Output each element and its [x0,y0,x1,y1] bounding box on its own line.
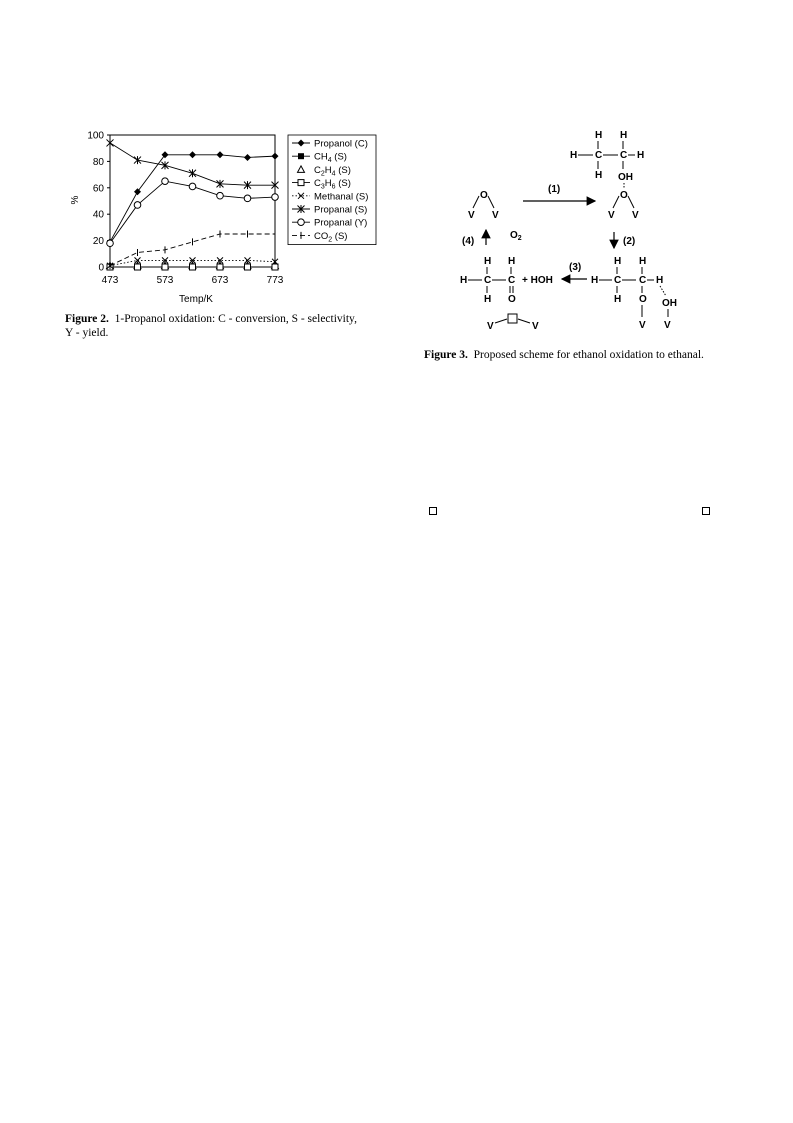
data-point-propanal-s [189,169,196,177]
series-c3h6-s [107,264,278,270]
svg-text:H: H [484,256,492,267]
series-propanal-y [107,178,279,247]
svg-text:O: O [480,190,488,201]
svg-text:V: V [492,210,499,221]
small-square-left [429,507,437,515]
x-tick-label: 573 [156,275,174,286]
ethanol-adsorbed-molecule [570,130,644,221]
svg-text:H: H [570,150,578,161]
figure-2-caption-text-1: 1-Propanol oxidation: C - conversion, S - selectivity, [114,313,357,325]
legend-label: $CH_4$ (S) [314,151,347,165]
x-tick-label: 473 [101,275,119,286]
data-point-propanal-y [272,194,279,201]
data-point-propanal-y [244,195,251,202]
data-point-propanal-y [162,178,169,185]
svg-text:+ HOH: + HOH [522,275,553,286]
svg-text:H: H [595,130,603,141]
svg-text:H: H [484,294,492,305]
svg-text:V: V [608,210,615,221]
data-point-propanal-y [134,202,141,209]
svg-text:OH: OH [662,298,677,309]
svg-text:C: C [484,275,492,286]
data-point-propanol-c [189,151,196,158]
step-1-label: (1) [548,184,561,195]
figure-3-caption-label: Figure 3. [424,349,468,361]
data-point-c3h6-s [245,264,251,270]
legend-label: $C_2H_4$ (S) [314,164,351,178]
svg-text:O: O [620,190,628,201]
svg-text:H: H [595,170,603,181]
data-point-propanol-c [244,154,251,161]
svg-text:H: H [656,275,664,286]
intermediate-molecule [591,256,677,331]
svg-text:C: C [595,150,603,161]
svg-text:H: H [637,150,645,161]
figure-2-caption-label: Figure 2. [65,313,109,325]
data-point-propanol-c [272,153,279,160]
data-point-propanal-s [134,156,141,164]
svg-text:H: H [614,294,622,305]
data-point-propanol-c [162,151,169,158]
data-point-c3h6-s [190,264,196,270]
svg-text:O: O [639,294,647,305]
figure-2-caption-text-2: Y - yield. [65,327,109,339]
y-tick-label: 60 [92,183,104,195]
legend-label: Methanal (S) [314,191,369,203]
x-tick-label: 673 [211,275,229,286]
data-point-propanal-s [162,161,169,169]
legend-label: $C_3H_6$ (S) [314,178,351,191]
series-line-propanal-s [110,143,275,185]
legend-label: Propanal (S) [314,204,368,216]
svg-text:H: H [460,275,468,286]
oxygen-label: $O_2$ [510,230,522,242]
svg-text:H: H [614,256,622,267]
legend-marker [298,180,304,186]
y-tick-label: 80 [92,156,104,168]
svg-text:C: C [508,275,516,286]
svg-text:H: H [591,275,599,286]
y-tick-label: 0 [98,262,104,274]
figure-3-caption [424,348,784,362]
data-point-propanal-y [189,183,196,190]
svg-text:V: V [487,321,494,332]
data-point-propanal-s [107,139,114,147]
series-propanal-s [107,139,279,189]
ethanal-product [460,256,553,305]
data-point-c3h6-s [162,264,168,270]
svg-text:V: V [639,320,646,331]
svg-text:OH: OH [618,172,633,183]
step-2-label: (2) [623,236,636,247]
legend-label: $CO_2$ (S) [314,230,348,244]
data-point-c3h6-s [135,264,141,270]
x-tick-label: 773 [266,275,284,286]
svg-text:O: O [508,294,516,305]
svg-text:V: V [664,320,671,331]
y-axis-label: % [70,195,81,205]
data-point-c3h6-s [272,264,278,270]
svg-text:H: H [508,256,516,267]
ethanol-oxidation-scheme [450,120,750,345]
svg-text:V: V [632,210,639,221]
data-point-propanal-y [107,240,114,247]
legend-label: Propanal (Y) [314,217,368,229]
data-point-propanal-y [217,192,224,199]
figure-3-caption-text: Proposed scheme for ethanol oxidation to ethanal. [473,349,704,361]
svg-text:V: V [532,321,539,332]
step-3-label: (3) [569,262,582,273]
step-4-label: (4) [462,236,475,247]
y-tick-label: 40 [92,209,104,221]
svg-text:C: C [620,150,628,161]
y-tick-label: 100 [87,130,104,142]
data-point-c3h6-s [217,264,223,270]
vanadium-oxo-site [468,190,499,221]
svg-text:C: C [639,275,647,286]
small-square-right [702,507,710,515]
legend-label: Propanol (C) [314,138,368,150]
vacancy-site [487,314,539,332]
svg-text:H: H [620,130,628,141]
legend-marker [298,153,304,159]
svg-text:C: C [614,275,622,286]
figure-2-caption [65,312,400,340]
data-point-propanol-c [217,151,224,158]
svg-text:V: V [468,210,475,221]
data-point-propanol-c [134,188,141,195]
svg-text:H: H [639,256,647,267]
legend-marker [298,219,305,226]
y-tick-label: 20 [92,236,104,248]
propanol-oxidation-chart [60,125,390,310]
x-axis-label: Temp/K [179,294,213,305]
figure-3 [450,120,750,345]
